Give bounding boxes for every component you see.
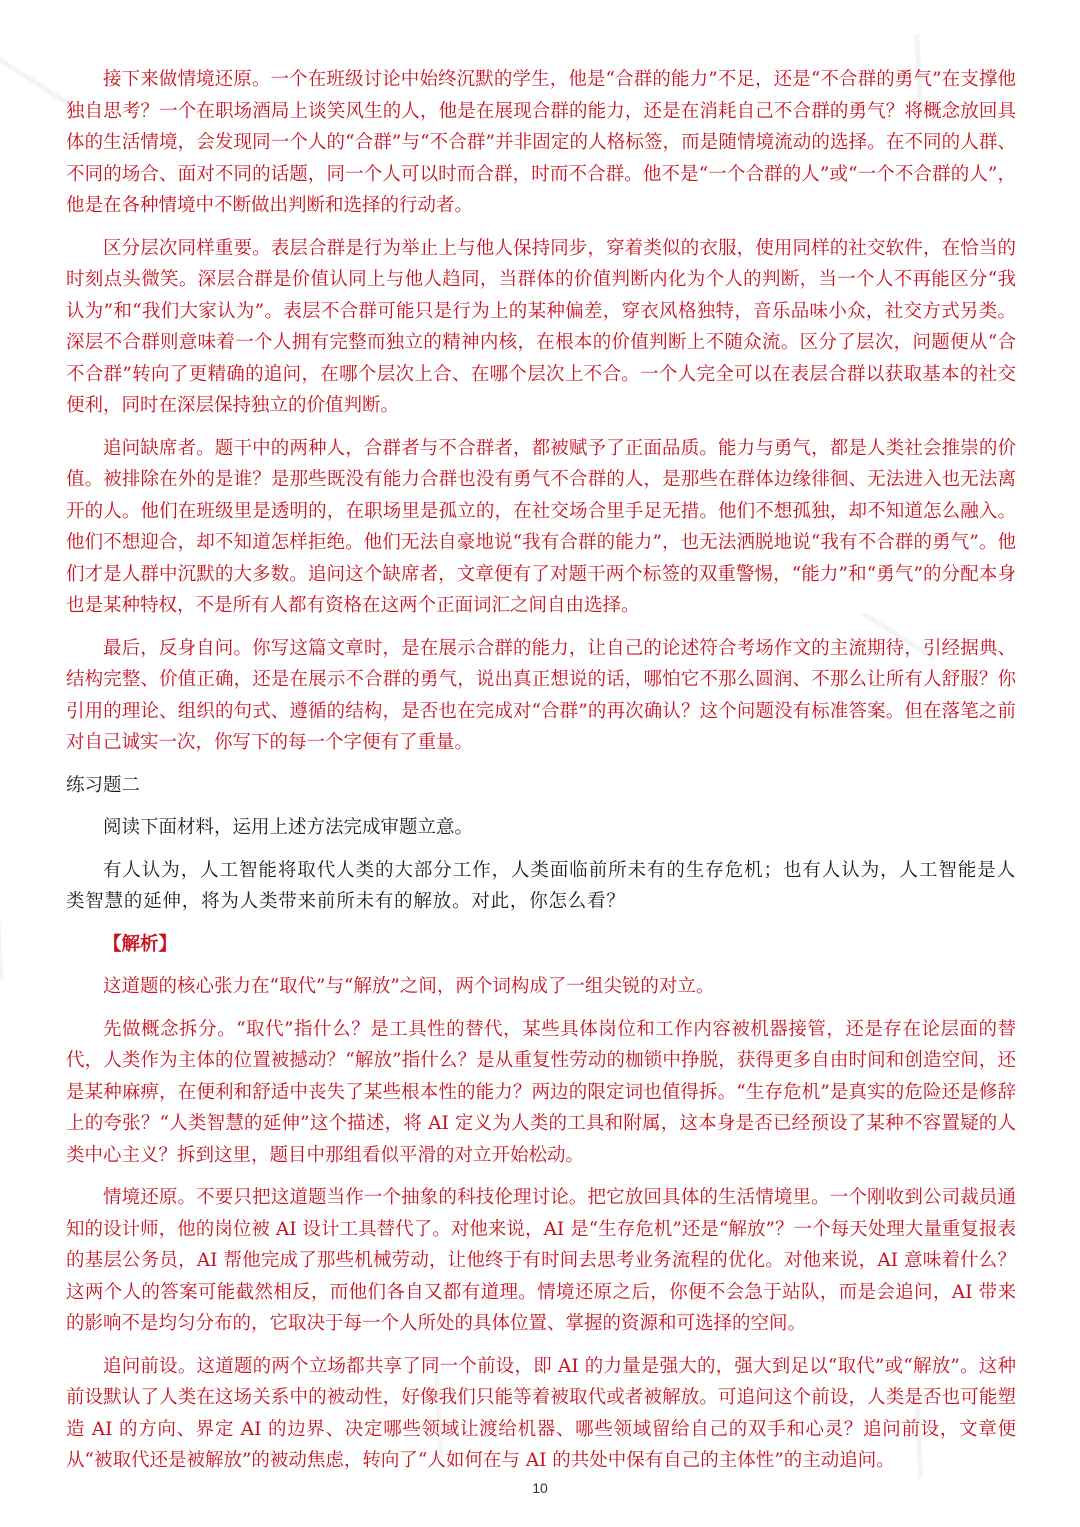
exercise-heading: 练习题二 xyxy=(66,774,141,796)
watermark-decoration xyxy=(0,41,69,154)
paragraph-situation-restoration: 接下来做情境还原。一个在班级讨论中始终沉默的学生，他是“合群的能力”不足，还是“不合群的勇气”在支撑他独自思考？一个在职场酒局上谈笑风生的人，他是在展现合群的能力，还是在消耗自己不合群的勇气？将概念放回具体的生活情境，会发现同一个人的“合群”与“不合群”并非固定的人格标签，而是随情境流动的选择。在不同的人群、不同的场合、面对不同的话题，同一个人可以时而合群，时而不合群。他不是“一个合群的人”或“一个不合群的人”，他是在各种情境中不断做出判断和选择的行动者。 xyxy=(66,69,1016,216)
main-content xyxy=(66,64,1016,1488)
analysis-tag xyxy=(66,929,1016,961)
analysis-core-tension: 这道题的核心张力在“取代”与“解放”之间，两个词构成了一组尖锐的对立。 xyxy=(103,976,715,997)
analysis-tag-text: 【解析】 xyxy=(103,933,178,955)
paragraph-level-distinction: 区分层次同样重要。表层合群是行为举止上与他人保持同步，穿着类似的衣服，使用同样的社交软件，在恰当的时刻点头微笑。深层合群是价值认同上与他人趋同，当群体的价值判断内化为个人的判断，当一个人不再能区分“我认为”和“我们大家认为”。表层不合群可能只是行为上的某种偏差，穿衣风格独特，音乐品味小众，社交方式另类。深层不合群则意味着一个人拥有完整而独立的精神内核，在根本的价值判断上不随众流。区分了层次，问题便从“合不合群”转向了更精确的追问，在哪个层次上合、在哪个层次上不合。一个人完全可以在表层合群以获取基本的社交便利，同时在深层保持独立的价值判断。 xyxy=(66,237,1016,416)
analysis-premise-question: 追问前设。这道题的两个立场都共享了同一个前设，即 AI 的力量是强大的，强大到足以“取代”或“解放”。这种前设默认了人类在这场关系中的被动性，好像我们只能等着被取代或者被解放。可追问这个前设，人类是否也可能塑造 AI 的方向、界定 AI 的边界、决定哪些领域让渡给机器、哪些领域留给自己的双手和心灵？追问前设，文章便从“被取代还是被解放”的被动焦虑，转向了“人如何在与 AI 的共处中保有自己的主体性”的主动追问。 xyxy=(66,1355,1016,1471)
paragraph-absent-party: 追问缺席者。题干中的两种人，合群者与不合群者，都被赋予了正面品质。能力与勇气，都是人类社会推崇的价值。被排除在外的是谁？是那些既没有能力合群也没有勇气不合群的人，是那些在群体边缘徘徊、无法进入也无法离开的人。他们在班级里是透明的，在职场里是孤立的，在社交场合里手足无措。他们不想孤独，却不知道怎么融入。他们不想迎合，却不知道怎样拒绝。他们无法自豪地说“我有合群的能力”，也无法洒脱地说“我有不合群的勇气”。他们才是人群中沉默的大多数。追问这个缺席者，文章便有了对题干两个标签的双重警惕，“能力”和“勇气”的分配本身也是某种特权，不是所有人都有资格在这两个正面词汇之间自由选择。 xyxy=(66,437,1016,616)
exercise-material: 有人认为，人工智能将取代人类的大部分工作，人类面临前所未有的生存危机；也有人认为，人工智能是人类智慧的延伸，将为人类带来前所未有的解放。对此，你怎么看？ xyxy=(66,859,1016,912)
watermark-decoration xyxy=(0,895,34,978)
paragraph-self-reflection: 最后，反身自问。你写这篇文章时，是在展示合群的能力，让自己的论述符合考场作文的主流期待，引经据典、结构完整、价值正确，还是在展示不合群的勇气，说出真正想说的话，哪怕它不那么圆润、不那么让所有人舒服？你引用的理论、组织的句式、遵循的结构，是否也在完成对“合群”的再次确认？这个问题没有标准答案。但在落笔之前对自己诚实一次，你写下的每一个字便有了重量。 xyxy=(66,637,1016,753)
analysis-situation-restoration: 情境还原。不要只把这道题当作一个抽象的科技伦理讨论。把它放回具体的生活情境里。一个刚收到公司裁员通知的设计师，他的岗位被 AI 设计工具替代了。对他来说，AI 是“生存危机”还是“解放”？一个每天处理大量重复报表的基层公务员，AI 帮他完成了那些机械劳动，让他终于有时间去思考业务流程的优化。对他来说，AI 意味着什么？这两个人的答案可能截然相反，而他们各自又都有道理。情境还原之后，你便不会急于站队，而是会追问，AI 带来的影响不是均匀分布的，它取决于每一个人所处的具体位置、掌握的资源和可选择的空间。 xyxy=(66,1187,1016,1334)
exercise-instruction: 阅读下面材料，运用上述方法完成审题立意。 xyxy=(103,817,474,838)
analysis-concept-split: 先做概念拆分。“取代”指什么？是工具性的替代，某些具体岗位和工作内容被机器接管，还是存在论层面的替代，人类作为主体的位置被撼动？“解放”指什么？是从重复性劳动的枷锁中挣脱，获得更多自由时间和创造空间，还是某种麻痹，在便利和舒适中丧失了某些根本性的能力？两边的限定词也值得拆。“生存危机”是真实的危险还是修辞上的夸张？“人类智慧的延伸”这个描述，将 AI 定义为人类的工具和附属，这本身是否已经预设了某种不容置疑的人类中心主义？拆到这里，题目中那组看似平滑的对立开始松动。 xyxy=(66,1018,1016,1166)
page-number: 10 xyxy=(532,1480,548,1496)
